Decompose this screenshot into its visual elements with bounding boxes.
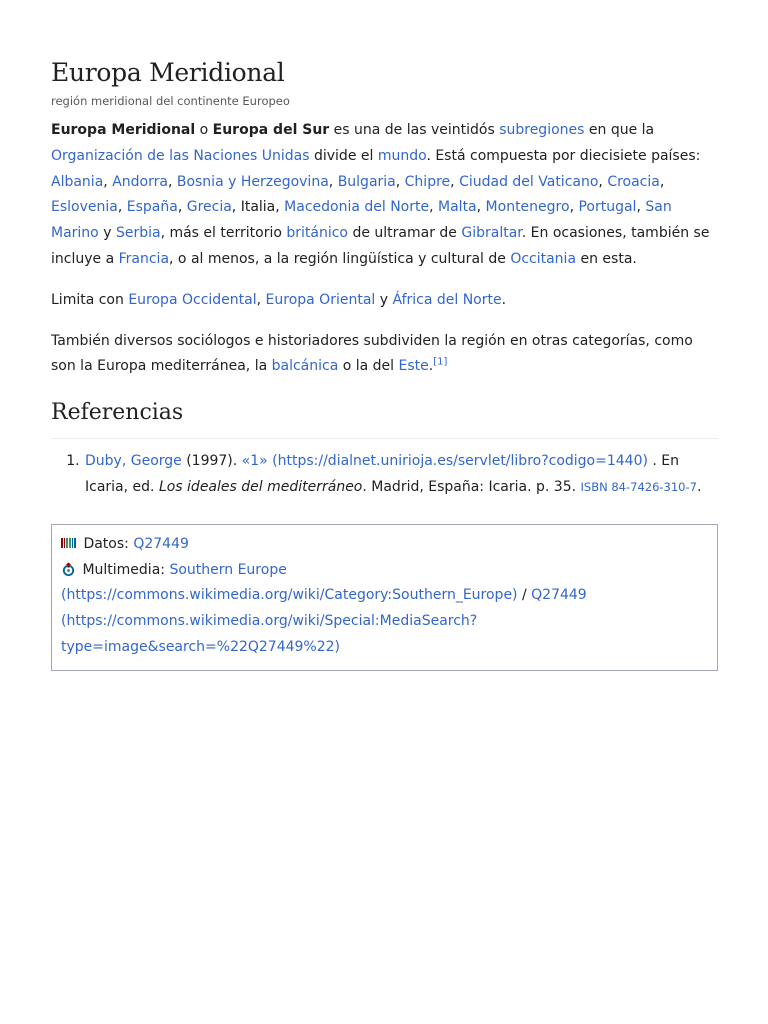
link-gibraltar[interactable]: Gibraltar bbox=[461, 225, 522, 242]
intro-paragraph: Europa Meridional o Europa del Sur es una de las veintidós subregiones en que la Organización de las Naciones Unidas divide el mundo. Está compuesta por diecisiete países: Albania, Andorra, Bosnia y Herzegovina, Bulgaria, Chipre, Ciudad del Vaticano, Croacia, Eslovenia, España, Grecia, Italia, Macedonia del Norte, Malta, Montenegro, Portugal, San Marino y Serbia, más el territorio británico de ultramar de Gibraltar. En ocasiones, también se incluye a Francia, o al menos, a la región lingüística y cultural de Occitania en esta. bbox=[51, 122, 710, 267]
link-bosnia[interactable]: Bosnia y Herzegovina bbox=[176, 173, 329, 190]
link-san-marino[interactable]: San Marino bbox=[51, 199, 672, 242]
text: en que la bbox=[584, 122, 655, 138]
authority-control-box bbox=[51, 524, 718, 671]
link-francia[interactable]: Francia bbox=[118, 250, 170, 267]
article-content bbox=[51, 56, 718, 671]
link-espana[interactable]: España bbox=[126, 199, 178, 216]
link-mundo[interactable]: mundo bbox=[377, 147, 427, 164]
link-serbia[interactable]: Serbia bbox=[115, 225, 161, 242]
bold-term: Europa del Sur bbox=[212, 122, 330, 138]
text: y bbox=[98, 225, 116, 242]
text: , bbox=[256, 291, 266, 308]
text: es una de las veintidós bbox=[329, 122, 500, 138]
text: divide el bbox=[309, 147, 378, 164]
book-title: Los ideales del mediterráneo bbox=[158, 478, 363, 495]
text: . bbox=[696, 478, 702, 495]
page-title: Europa Meridional bbox=[51, 58, 285, 87]
text: . bbox=[428, 358, 434, 375]
link-bulgaria[interactable]: Bulgaria bbox=[337, 173, 396, 190]
bold-term: Europa Meridional bbox=[51, 122, 196, 138]
datos-label: Datos: bbox=[79, 535, 134, 552]
text: , más el territorio bbox=[160, 225, 287, 242]
link-albania[interactable]: Albania bbox=[51, 173, 104, 190]
link-grecia[interactable]: Grecia bbox=[186, 199, 232, 216]
references-heading: Referencias bbox=[51, 398, 718, 439]
reference-item bbox=[84, 449, 718, 501]
multimedia-row bbox=[61, 558, 709, 661]
link-onu[interactable]: Organización de las Naciones Unidas bbox=[51, 147, 310, 164]
link-eslovenia[interactable]: Eslovenia bbox=[51, 199, 118, 216]
link-este[interactable]: Este bbox=[398, 358, 429, 375]
text: , o al menos, a la región lingüística y cultural de bbox=[169, 250, 511, 267]
borders-paragraph bbox=[51, 288, 718, 314]
link-chipre[interactable]: Chipre bbox=[404, 173, 451, 190]
link-subregiones[interactable]: subregiones bbox=[499, 122, 585, 138]
wikidata-icon bbox=[61, 538, 76, 548]
text: y bbox=[375, 291, 393, 308]
link-britanico[interactable]: británico bbox=[286, 225, 348, 242]
page-subtitle: región meridional del continente Europeo bbox=[51, 94, 290, 108]
text: en esta. bbox=[576, 250, 637, 267]
link-macedonia[interactable]: Macedonia del Norte bbox=[284, 199, 430, 216]
text: . En Icaria, ed. bbox=[85, 453, 680, 495]
link-vaticano[interactable]: Ciudad del Vaticano bbox=[459, 173, 599, 190]
references-list bbox=[51, 449, 718, 501]
text: . En ocasiones, también se incluye a bbox=[51, 225, 710, 267]
text: o bbox=[195, 122, 213, 138]
link-wikidata[interactable]: Q27449 bbox=[133, 535, 189, 552]
text: (1997). bbox=[181, 453, 242, 470]
link-africa-del-norte[interactable]: África del Norte bbox=[392, 291, 502, 308]
link-europa-occidental[interactable]: Europa Occidental bbox=[128, 291, 257, 308]
subdivisions-paragraph bbox=[51, 329, 718, 381]
link-malta[interactable]: Malta bbox=[438, 199, 477, 216]
text: . bbox=[501, 291, 507, 308]
separator: / bbox=[517, 587, 532, 604]
text: o la del bbox=[338, 358, 399, 375]
datos-row bbox=[61, 532, 709, 558]
wikimedia-commons-icon bbox=[61, 562, 76, 577]
reference-link-1[interactable]: [1] bbox=[433, 356, 448, 368]
multimedia-label: Multimedia: bbox=[78, 561, 170, 578]
link-portugal[interactable]: Portugal bbox=[578, 199, 637, 216]
link-europa-oriental[interactable]: Europa Oriental bbox=[265, 291, 376, 308]
text: de ultramar de bbox=[348, 225, 462, 242]
text: , Italia, bbox=[231, 199, 285, 216]
link-croacia[interactable]: Croacia bbox=[607, 173, 660, 190]
text: . Madrid, España: Icaria. p. 35. bbox=[362, 478, 581, 495]
text: Limita con bbox=[51, 291, 129, 308]
link-commons-category[interactable]: Southern Europe (https://commons.wikimedia.org/wiki/Category:Southern_Europe) bbox=[61, 561, 518, 604]
link-ref-title[interactable]: «1» (https://dialnet.unirioja.es/servlet/libro?codigo=1440) bbox=[241, 453, 648, 470]
link-commons-search[interactable]: Q27449 (https://commons.wikimedia.org/wiki/Special:MediaSearch?type=image&search=%22Q27449%22) bbox=[61, 587, 587, 655]
link-montenegro[interactable]: Montenegro bbox=[485, 199, 570, 216]
link-author[interactable]: Duby, George bbox=[85, 453, 182, 470]
text: . Está compuesta por diecisiete países: bbox=[426, 147, 701, 164]
link-balcanica[interactable]: balcánica bbox=[271, 358, 339, 375]
text: También diversos sociólogos e historiadores subdividen la región en otras categorías, como son la Europa mediterránea, la bbox=[51, 332, 693, 375]
link-isbn[interactable]: ISBN 84-7426-310-7 bbox=[580, 479, 697, 494]
link-occitania[interactable]: Occitania bbox=[510, 250, 577, 267]
link-andorra[interactable]: Andorra bbox=[112, 173, 168, 190]
